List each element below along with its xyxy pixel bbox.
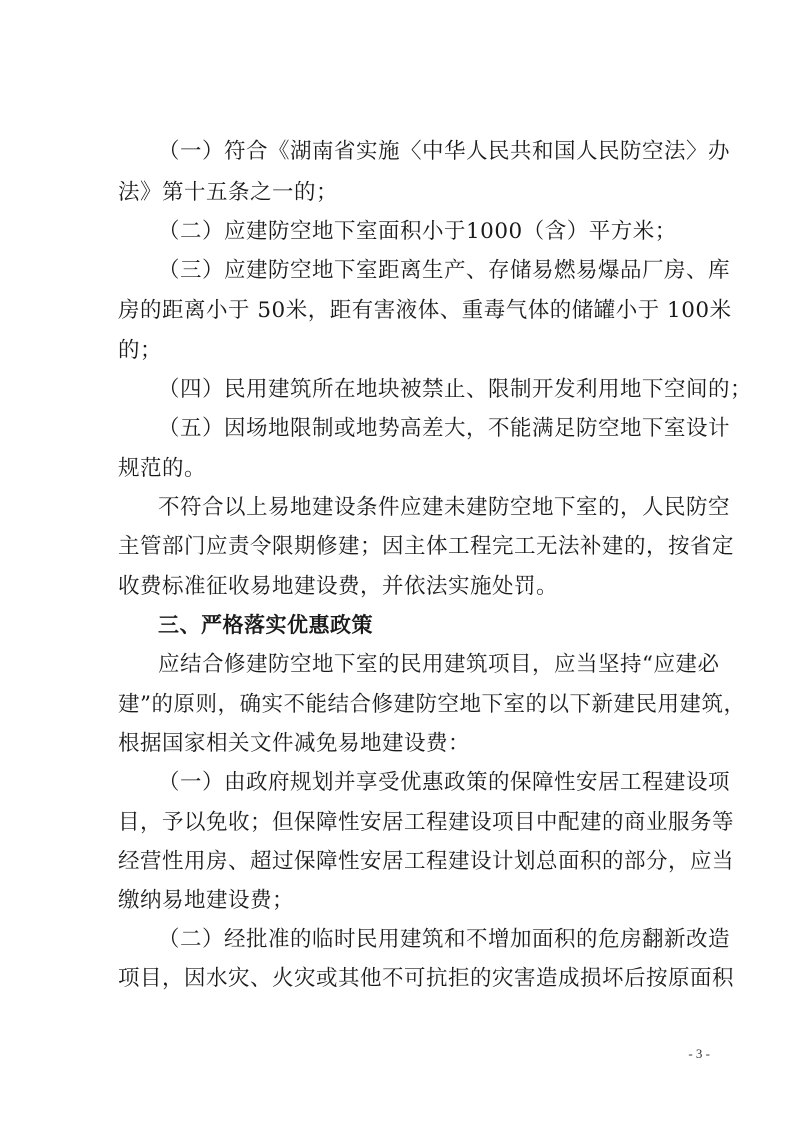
paragraph-line: （二）经批准的临时民用建筑和不增加面积的危房翻新改造 (158, 927, 731, 952)
section-heading: 三、严格落实优惠政策 (158, 613, 373, 637)
paragraph-line: 规范的。 (118, 456, 207, 481)
page-number: - 3 - (688, 1046, 710, 1061)
paragraph-line: 收费标准征收易地建设费，并依法实施处罚。 (118, 574, 559, 599)
paragraph-line: （五）因场地限制或地势高差大，不能满足防空地下室设计 (158, 416, 731, 441)
paragraph-line: 缴纳易地建设费； (118, 888, 295, 913)
paragraph-line: 目，予以免收；但保障性安居工程建设项目中配建的商业服务等 (118, 810, 735, 835)
paragraph-line: （一）由政府规划并享受优惠政策的保障性安居工程建设项 (158, 770, 731, 795)
paragraph-line: （四）民用建筑所在地块被禁止、限制开发利用地下空间的； (158, 377, 753, 402)
paragraph-line: 房的距离小于 50米，距有害液体、重毒气体的储罐小于 100米 (118, 298, 732, 323)
paragraph-line: 项目，因水灾、火灾或其他不可抗拒的灾害造成损坏后按原面积 (118, 966, 735, 991)
paragraph-line: 根据国家相关文件减免易地建设费： (118, 731, 471, 756)
paragraph-line: 经营性用房、超过保障性安居工程建设计划总面积的部分，应当 (118, 849, 735, 874)
paragraph-line: 的； (118, 338, 163, 363)
paragraph-line: 主管部门应责令限期修建；因主体工程完工无法补建的，按省定 (118, 534, 735, 559)
paragraph-line: 建”的原则，确实不能结合修建防空地下室的以下新建民用建筑， (118, 692, 746, 717)
paragraph-line: 应结合修建防空地下室的民用建筑项目，应当坚持“应建必 (158, 652, 720, 677)
paragraph-line: 不符合以上易地建设条件应建未建防空地下室的，人民防空 (158, 495, 731, 520)
paragraph-line: （一）符合《湖南省实施〈中华人民共和国人民防空法〉办 (158, 139, 731, 164)
paragraph-line: （三）应建防空地下室距离生产、存储易燃易爆品厂房、库 (158, 258, 731, 283)
paragraph-line: （二）应建防空地下室面积小于1000（含）平方米； (158, 219, 677, 244)
paragraph-line: 法》第十五条之一的； (118, 180, 339, 205)
